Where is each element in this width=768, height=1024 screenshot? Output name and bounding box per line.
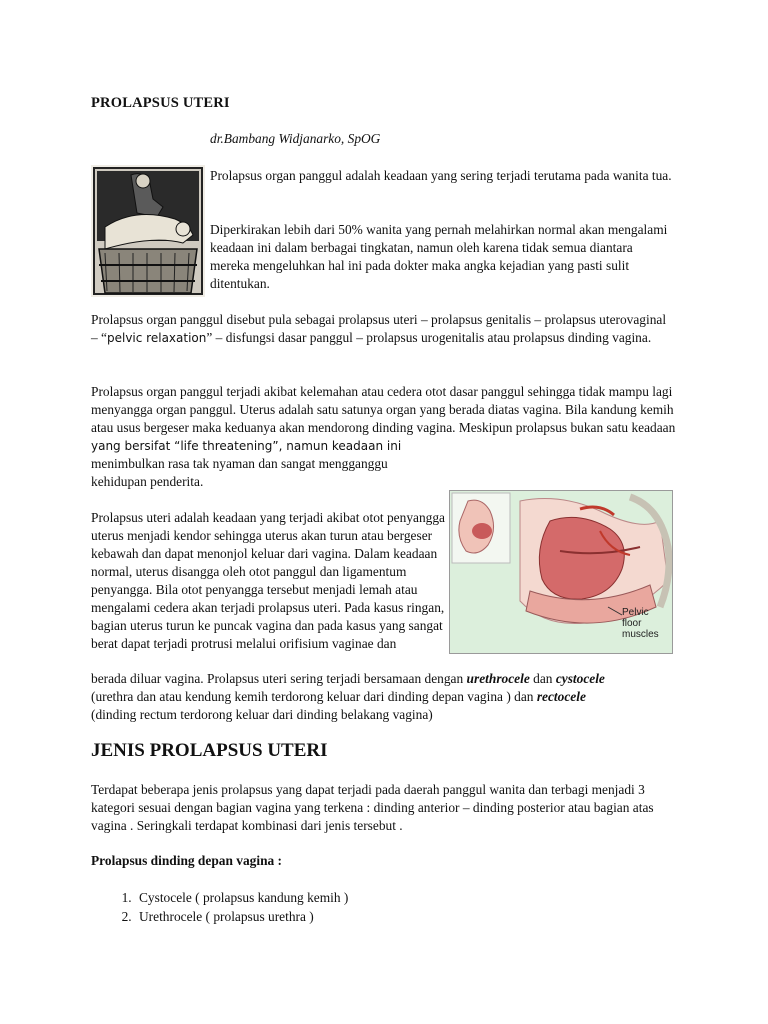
uterine-continuation-3: (dinding rectum terdorong keluar dari dinding belakang vagina) [91, 707, 433, 722]
uterine-paragraph: Prolapsus uteri adalah keadaan yang terjadi akibat otot penyangga uterus menjadi kendor sehingga uterus akan turun atau bergeser kebawah dan dapat menonjol keluar dari vagina. Dalam keadaan normal, uterus disangga oleh otot panggul dan ligamentum penyangga. Bila otot penyangga tersebut menjadi lemah atau mengalami cedera akan terjadi prolapsus uteri. Pada kasus ringan, bagian uterus turun ke puncak vagina dan pada kasus yang sangat berat dapat terjadi protrusi melalui orifisium vaginae dan [91, 510, 445, 651]
cause-line-3: kehidupan penderita. [91, 474, 204, 489]
list-item: 2. Urethrocele ( prolapsus urethra ) [135, 907, 635, 926]
pelvic-floor-anatomy-figure [449, 490, 673, 654]
figure-label: Pelvic floor muscles [622, 607, 659, 640]
historical-woodcut-image [91, 165, 205, 297]
term-urethrocele: urethrocele [466, 671, 530, 686]
term-rectocele: rectocele [536, 689, 586, 704]
list-item: 1. Cystocele ( prolapsus kandung kemih ) [135, 888, 635, 907]
subheading: Prolapsus dinding depan vagina : [91, 853, 283, 868]
conj-dan: dan [529, 671, 556, 686]
life-threatening-phrase: yang bersifat “life threatening”, namun keadaan ini [91, 439, 402, 453]
uterine-continuation [91, 670, 676, 688]
prolapse-type-list [91, 888, 635, 926]
term-cystocele: cystocele [555, 671, 605, 686]
uterine-cont-text-b: (urethra dan atau kendung kemih terdorong keluar dari dinding depan vagina ) dan [91, 689, 537, 704]
uterine-cont-text-a: berada diluar vagina. Prolapsus uteri sering terjadi bersamaan dengan [91, 671, 467, 686]
pelvic-relaxation-term: pelvic relaxation [107, 331, 207, 345]
page-title: PROLAPSUS UTERI [91, 95, 230, 111]
cause-text-a: Prolapsus organ panggul terjadi akibat kelemahan atau cedera otot dasar panggul sehingga tidak mampu lagi menyangga organ panggul. Uterus adalah satu satunya organ yang berada diatas vagina. Bila kandung kemih atau usus bergeser maka keduanya akan mendorong dinding vagina. Meskipun prolapsus bukan satu keadaan [91, 384, 676, 435]
author-line: dr.Bambang Widjanarko, SpOG [210, 131, 381, 146]
intro-paragraph-1: Prolapsus organ panggul adalah keadaan yang sering terjadi terutama pada wanita tua. [210, 168, 672, 183]
synonyms-text-a: Prolapsus organ panggul disebut pula sebagai prolapsus uteri – prolapsus genitalis – prolapsus uterovaginal – “ [91, 312, 667, 345]
section-heading: JENIS PROLAPSUS UTERI [91, 740, 328, 761]
uterine-continuation-2 [91, 688, 676, 706]
synonyms-text-c: ” – disfungsi dasar panggul – prolapsus urogenitalis atau prolapsus dinding vagina. [206, 330, 652, 345]
cause-paragraph [91, 383, 676, 455]
synonyms-paragraph [91, 311, 671, 347]
intro-paragraph-2: Diperkirakan lebih dari 50% wanita yang pernah melahirkan normal akan mengalami keadaan ini dalam berbagai tingkatan, namun oleh karena tidak semua diantara mereka mengeluhkan hal ini pada dokter maka angka kejadian yang pasti sulit ditentukan. [210, 222, 668, 291]
cause-line-2: menimbulkan rasa tak nyaman dan sangat mengganggu [91, 456, 388, 471]
section-paragraph: Terdapat beberapa jenis prolapsus yang dapat terjadi pada daerah panggul wanita dan terbagi menjadi 3 kategori sesuai dengan bagian vagina yang terkena : dinding anterior – dinding posterior atau bagian atas vagina . Seringkali terdapat kombinasi dari jenis tersebut . [91, 782, 654, 833]
